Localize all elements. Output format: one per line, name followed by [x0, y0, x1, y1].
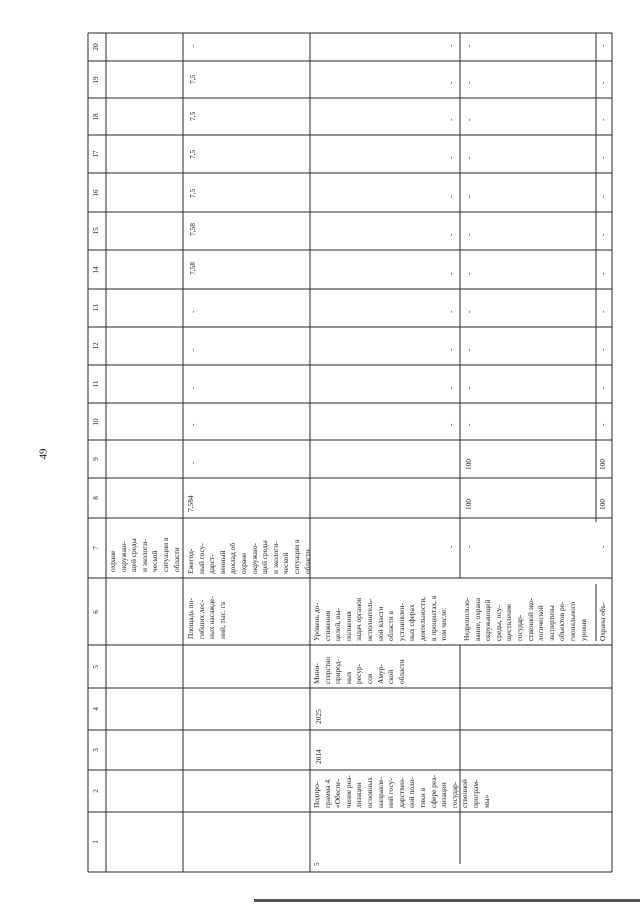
subprogram-name-line: програм- — [470, 779, 480, 808]
end-year: 2025 — [314, 709, 323, 724]
subprogram-name-line: мы» — [481, 794, 491, 808]
first-year-value: 100 — [598, 458, 607, 470]
goal-source: - — [446, 545, 455, 548]
indicator-name-line: среды, осу- — [493, 605, 503, 641]
indicator-name-line: ных насажде- — [207, 596, 217, 639]
year-value: - — [598, 233, 607, 236]
goal-value: - — [446, 156, 455, 159]
indicator-name-line: Недропользо- — [462, 597, 471, 641]
goal-indicator-line: области в — [386, 610, 396, 641]
goal-value: - — [446, 195, 455, 198]
base-value: 100 — [598, 498, 607, 510]
subprogram-name-line: сфере реа- — [428, 774, 438, 808]
indicator-name-line: гибших лес- — [196, 600, 206, 639]
year-value: 7,58 — [188, 262, 197, 275]
year-value: - — [188, 310, 197, 313]
year-value: - — [464, 423, 473, 426]
subprogram-name-line: грамма 4. — [322, 778, 332, 808]
goal-indicator-line: Уровень до- — [312, 603, 321, 641]
year-value: - — [464, 348, 473, 351]
indicator-name-line: гионального — [567, 601, 577, 641]
year-value: - — [598, 272, 607, 275]
goal-indicator-line: полнения — [343, 611, 353, 641]
year-value: - — [464, 272, 473, 275]
goal-indicator-line: ной власти — [375, 606, 385, 641]
indicator-source-line: окружаю- — [249, 543, 259, 574]
year-value: - — [598, 310, 607, 313]
indicator-source-line: ческой — [281, 552, 291, 574]
scan-edge-line — [254, 899, 640, 902]
column-number: 17 — [92, 150, 100, 158]
year-value: 7,58 — [188, 223, 197, 236]
year-value: - — [464, 44, 473, 47]
year-value: - — [464, 81, 473, 84]
executor-line: ных — [343, 671, 353, 684]
year-value: - — [464, 233, 473, 236]
continued-source-line: окружаю- — [118, 541, 128, 572]
subprogram-name-line: государ- — [449, 781, 459, 808]
goal-value: - — [446, 272, 455, 275]
indicator-name-line: объектов ре- — [557, 601, 567, 641]
indicator-source: - — [464, 545, 473, 548]
continued-source-line: щей среды — [129, 538, 139, 572]
subprogram-name-line: направле- — [375, 777, 385, 808]
continued-source-line: и экологи- — [139, 539, 149, 572]
goal-value: - — [446, 44, 455, 47]
goal-indicator-line: задач органов — [354, 597, 364, 641]
executor-line: сов — [364, 673, 374, 684]
year-value: - — [598, 44, 607, 47]
goal-value: - — [446, 310, 455, 313]
goal-value: - — [446, 348, 455, 351]
indicator-source-line: доклад об — [228, 542, 238, 574]
indicator-source-line: охране — [238, 552, 248, 574]
subprogram-name-line: тики в — [417, 787, 427, 808]
year-value: - — [188, 44, 197, 47]
goal-indicator-line: целей, вы- — [333, 608, 343, 641]
column-number: 18 — [92, 112, 100, 121]
executor — [312, 657, 407, 684]
indicator-source-line: ный госу- — [196, 543, 206, 574]
indicator-source-line: и экологи- — [270, 541, 280, 574]
column-number: 4 — [92, 707, 100, 711]
column-number: 13 — [92, 304, 100, 312]
executor-line: ресур- — [354, 663, 364, 684]
base-value: 100 — [464, 498, 473, 510]
indicator-name — [186, 596, 228, 639]
indicator-name-line: вание, охрана — [472, 598, 482, 641]
year-value: 7,5 — [188, 188, 197, 198]
year-value: 7,5 — [188, 149, 197, 159]
year-value: - — [598, 348, 607, 351]
year-value: - — [598, 156, 607, 159]
indicator-source-line: ситуации в — [291, 539, 301, 574]
continued-source — [108, 538, 182, 572]
year-value: 7,5 — [188, 111, 197, 121]
executor-line: Мини- — [312, 663, 321, 684]
indicator-name-line: ществление — [504, 603, 514, 641]
indicator-name — [462, 598, 589, 641]
goal-value: - — [446, 386, 455, 389]
indicator-name-line: окружающей — [483, 599, 493, 641]
year-value: - — [598, 386, 607, 389]
executor-line: области — [396, 659, 406, 684]
year-value: - — [188, 348, 197, 351]
subprogram-name-line: дарствен- — [396, 777, 406, 808]
column-number: 20 — [92, 43, 100, 51]
subprogram-name-line: основных — [364, 777, 374, 808]
base-value: 7,584 — [186, 495, 195, 512]
year-value: 7,5 — [188, 74, 197, 84]
continued-source-line: охране — [108, 550, 117, 572]
column-number: 5 — [92, 664, 100, 669]
column-number: 3 — [92, 748, 100, 752]
goal-indicator-line: исполнитель- — [364, 598, 374, 641]
subprogram-name-line: чение реа- — [343, 775, 353, 808]
indicator-name-line: ственной эко- — [525, 597, 535, 641]
indicator-name-line: логической — [536, 605, 546, 641]
executor-line: стерство — [322, 656, 332, 684]
indicator-name-line: Площадь по- — [186, 598, 195, 639]
column-number: 16 — [92, 188, 100, 197]
year-value: - — [464, 195, 473, 198]
goal-value: - — [446, 118, 455, 121]
year-value: - — [188, 461, 197, 464]
goal-indicator-line: установлен- — [396, 602, 406, 641]
goal-value: - — [446, 233, 455, 236]
row-number: 5 — [312, 862, 321, 866]
continued-source-line: ситуации в — [160, 537, 170, 572]
column-number: 14 — [92, 265, 100, 274]
executor-line: Амур- — [375, 664, 385, 684]
subprogram-name-line: лизации — [439, 782, 449, 808]
indicator-name-line: государ- — [514, 614, 524, 641]
subprogram-name-line: «Обеспе- — [333, 778, 343, 808]
year-value: - — [188, 423, 197, 426]
goal-indicator-line: ных сферах — [407, 604, 417, 641]
goal-indicator-line: том числе: — [439, 607, 449, 641]
year-value: - — [464, 118, 473, 121]
column-number: 7 — [92, 546, 100, 550]
subprogram-name-line: ний госу- — [386, 778, 396, 808]
year-value: - — [188, 386, 197, 389]
year-value: - — [598, 423, 607, 426]
indicator-source-line: Ежегод- — [186, 548, 195, 574]
goal-indicator-line: деятельности, — [417, 596, 427, 641]
year-value: - — [598, 195, 607, 198]
column-number: 10 — [92, 417, 100, 426]
goal-indicator — [312, 596, 450, 641]
year-value: - — [464, 386, 473, 389]
indicator-source-line: венный — [217, 550, 227, 574]
continued-source-line: области — [171, 547, 181, 572]
column-number: 2 — [92, 789, 100, 793]
subprogram-name-line: ственной — [460, 779, 470, 808]
column-number: 9 — [92, 457, 100, 461]
year-value: - — [598, 118, 607, 121]
start-year: 2014 — [314, 749, 323, 764]
year-value: - — [598, 81, 607, 84]
indicator-source — [186, 540, 313, 574]
goal-indicator-line: в процентах, в — [428, 595, 438, 641]
indicator-source-line: щей среды — [260, 540, 270, 574]
executor-line: ской — [386, 669, 396, 684]
indicator-source-line: дарст- — [207, 554, 217, 574]
page-number: 49 — [37, 448, 50, 460]
subprogram-name-line: Подпро- — [312, 781, 321, 808]
first-year-value: 100 — [464, 458, 473, 470]
column-number: 12 — [92, 342, 100, 350]
indicator-name-line: уровня — [578, 619, 588, 641]
executor-line: природ- — [333, 658, 343, 684]
year-value: - — [464, 156, 473, 159]
column-number: 1 — [92, 840, 100, 844]
goal-value: - — [446, 81, 455, 84]
indicator-name: Охрана объ- — [598, 602, 607, 641]
continued-source-line: ческой — [150, 550, 160, 572]
column-number: 15 — [92, 227, 100, 235]
subprogram-name — [312, 775, 492, 808]
indicator-source: - — [598, 545, 607, 548]
goal-value: - — [446, 423, 455, 426]
year-value: - — [464, 310, 473, 313]
subprogram-name-line: ной поли- — [407, 776, 417, 808]
indicator-name-line: ний, тыс. га — [217, 601, 227, 639]
indicator-source-line: области — [302, 549, 312, 574]
column-number: 19 — [92, 75, 100, 84]
subprogram-name-line: лизации — [354, 782, 364, 808]
column-number: 11 — [92, 380, 100, 388]
column-number: 8 — [92, 496, 100, 500]
column-number: 6 — [92, 609, 100, 614]
goal-indicator-line: стижения — [322, 610, 332, 641]
indicator-name-line: экспертизы — [546, 605, 556, 641]
